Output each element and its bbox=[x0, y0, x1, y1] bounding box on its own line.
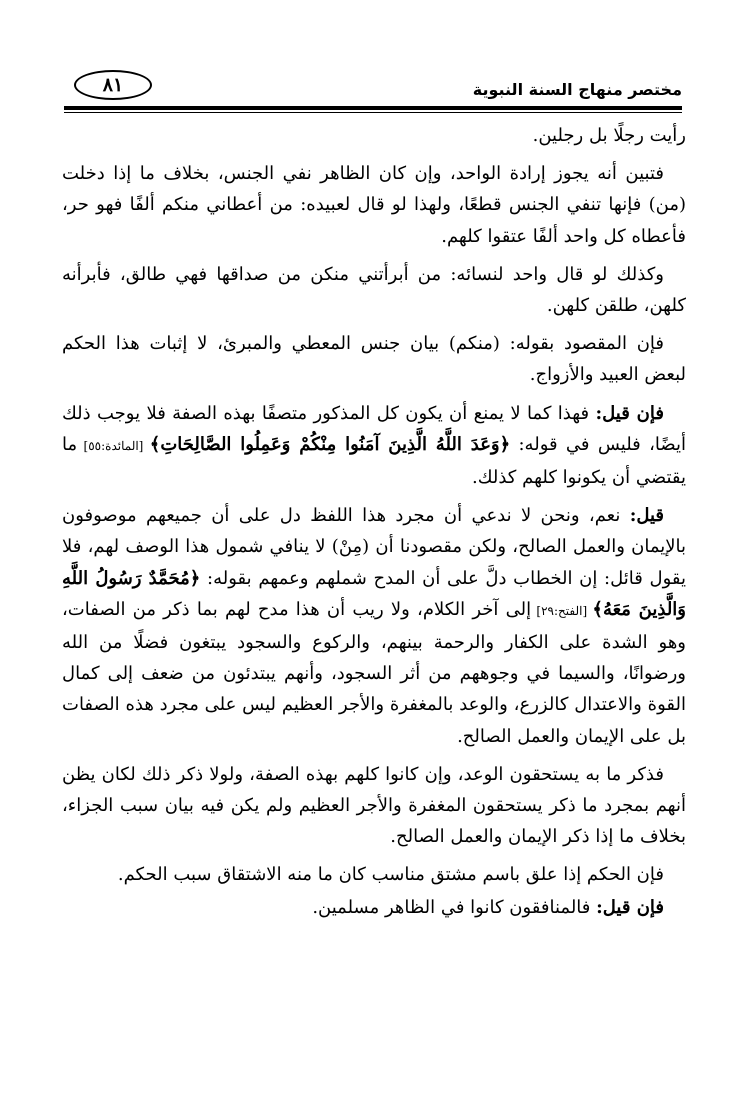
paragraph bbox=[62, 759, 686, 853]
paragraph bbox=[62, 892, 686, 923]
paragraph-text-tail: إلى آخر الكلام، ولا ريب أن هذا مدح لهم بما ذكر من الصفات، وهو الشدة على الكفار والرحمة بينهم، والركوع والسجود يبتغون فضلًا من الله ورضوانًا، والسيما في وجوههم من أثر السجود، وأنهم يبتدئون من ضعف إلى كمال القوة والاعتدال كالزرع، والوعد بالمغفرة والأجر العظيم ليس على مجرد هذه الصفات بل على الإيمان والعمل الصالح. bbox=[62, 598, 686, 747]
header-rule-thin bbox=[64, 112, 682, 113]
paragraph bbox=[62, 259, 686, 321]
verse-reference: [الفتح:٢٩] bbox=[531, 603, 593, 618]
question-lead: فإن قيل: bbox=[595, 402, 664, 424]
header-rule bbox=[64, 106, 682, 110]
quran-verse: ﴿وَعَدَ اللَّهُ الَّذِينَ آمَنُوا مِنْكُمْ وَعَمِلُوا الصَّالِحَاتِ﴾ bbox=[149, 433, 511, 455]
paragraph-text: فذكر ما به يستحقون الوعد، وإن كانوا كلهم بهذه الصفة، ولولا ذكر ذلك لكان يظن أنهم بمجرد ما ذكر يستحقون المغفرة والأجر العظيم ولم يكن فيه بيان سبب الجزاء، بخلاف ما إذا ذكر الإيمان والعمل الصالح. bbox=[62, 763, 686, 848]
paragraph-text: وكذلك لو قال واحد لنسائه: من أبرأتني منكن من صداقها فهي طالق، فأبرأنه كلهن، طلقن كلهن. bbox=[62, 263, 686, 317]
paragraph bbox=[62, 398, 686, 494]
paragraph bbox=[62, 120, 686, 151]
body-text bbox=[62, 120, 686, 930]
verse-reference: [المائدة:٥٥] bbox=[77, 438, 150, 453]
page-number: ٨١ bbox=[74, 70, 152, 100]
paragraph-text: فهذا كما لا يمنع أن يكون كل المذكور متصفًا بهذه الصفة فلا يوجب ذلك أيضًا، فليس في قوله: bbox=[62, 402, 686, 455]
quran-verse: ﴿مُحَمَّدٌ رَسُولُ اللَّهِ وَالَّذِينَ مَعَهُ﴾ bbox=[62, 567, 686, 620]
paragraph-text: فإن الحكم إذا علق باسم مشتق مناسب كان ما منه الاشتقاق سبب الحكم. bbox=[117, 864, 664, 886]
paragraph-text-tail: ما يقتضي أن يكونوا كلهم كذلك. bbox=[62, 433, 686, 489]
page-header bbox=[64, 66, 682, 106]
question-lead: فإن قيل: bbox=[596, 896, 664, 918]
paragraph-text: فإن المقصود بقوله: (منكم) بيان جنس المعطي والمبرئ، لا إثبات هذا الحكم لبعض العبيد والأزواج. bbox=[62, 333, 686, 386]
paragraph-text: رأيت رجلًا بل رجلين. bbox=[532, 125, 686, 146]
answer-lead: قيل: bbox=[629, 505, 664, 527]
paragraph bbox=[62, 500, 686, 752]
book-title: مختصر منهاج السنة النبوية bbox=[472, 80, 682, 99]
paragraph bbox=[62, 158, 686, 252]
paragraph-text: فالمنافقون كانوا في الظاهر مسلمين. bbox=[312, 896, 597, 918]
paragraph bbox=[62, 859, 686, 890]
paragraph-text: فتبين أنه يجوز إرادة الواحد، وإن كان الظاهر نفي الجنس، بخلاف ما إذا دخلت (من) فإنها تنفي الجنس قطعًا، ولهذا لو قال لعبيده: من أعطاني منكم ألفًا فهو حر، فأعطاه كل واحد ألفًا عتقوا كلهم. bbox=[62, 163, 686, 247]
paragraph-text: نعم، ونحن لا ندعي أن مجرد هذا اللفظ دل على أن جميعهم موصوفون بالإيمان والعمل الصالح، ولكن مقصودنا أن (مِنْ) لا ينافي شمول هذا الوصف لهم، فلا يقول قائل: إن الخطاب دلَّ على أن المدح شملهم وعمهم بقوله: bbox=[62, 505, 687, 589]
paragraph bbox=[62, 328, 686, 390]
